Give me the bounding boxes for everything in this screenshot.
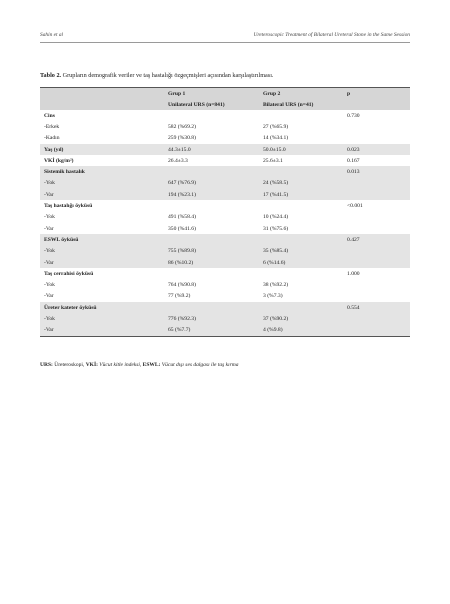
running-header — [40, 30, 410, 43]
header-author: Sahin et al — [40, 32, 64, 38]
row-label-cell: -Yok — [40, 246, 164, 257]
table-row — [40, 144, 410, 155]
p-value-cell — [343, 257, 410, 268]
demographics-table — [40, 87, 410, 337]
table-row — [40, 178, 410, 189]
group-value-cell — [259, 234, 343, 245]
group-value-cell — [164, 110, 259, 121]
row-label-cell: ESWL öyküsü — [40, 234, 164, 245]
row-label-cell: Cins — [40, 110, 164, 121]
table-row — [40, 200, 410, 211]
table-row — [40, 257, 410, 268]
group-value-cell: 50.0±15.0 — [259, 144, 343, 155]
table-row — [40, 189, 410, 200]
group-value-cell: 764 (%90.8) — [164, 279, 259, 290]
p-value-cell — [343, 223, 410, 234]
table-group-header-row — [40, 88, 410, 100]
table-row — [40, 110, 410, 121]
p-value-cell — [343, 313, 410, 324]
group-value-cell — [259, 268, 343, 279]
row-label-cell: VKİ (kg/m²) — [40, 155, 164, 166]
table-row — [40, 212, 410, 223]
p-value-cell — [343, 178, 410, 189]
row-label-cell: -Erkek — [40, 121, 164, 132]
table-caption-text: Grupların demografik veriler ve taş hastalığı özgeçmişleri açısından karşılaştırılması. — [62, 72, 274, 79]
p-value-cell — [343, 325, 410, 337]
row-label-cell: -Var — [40, 257, 164, 268]
group-value-cell: 37 (%90.2) — [259, 313, 343, 324]
p-value-cell — [343, 246, 410, 257]
table-row — [40, 246, 410, 257]
group-value-cell — [164, 234, 259, 245]
group-value-cell — [164, 200, 259, 211]
group-value-cell: 77 (%9.2) — [164, 291, 259, 302]
group-value-cell: 25.6±3.1 — [259, 155, 343, 166]
p-value-cell: 1.000 — [343, 268, 410, 279]
group-value-cell: 44.3±15.0 — [164, 144, 259, 155]
group-value-cell: 86 (%10.2) — [164, 257, 259, 268]
group-value-cell — [259, 200, 343, 211]
group-value-cell: 194 (%23.1) — [164, 189, 259, 200]
footnote-eswl-text: Vücut dışı ses dalgası ile taş kırma — [161, 362, 239, 368]
table-row — [40, 155, 410, 166]
group-value-cell: 4 (%9.8) — [259, 325, 343, 337]
p-value-cell: 0.554 — [343, 302, 410, 313]
table-row — [40, 234, 410, 245]
group-value-cell: 65 (%7.7) — [164, 325, 259, 337]
p-value-cell: <0.001 — [343, 200, 410, 211]
footnote-vki-text: Vücut kitle indeksi, — [99, 362, 142, 368]
group-value-cell: 647 (%76.9) — [164, 178, 259, 189]
row-label-cell: -Var — [40, 189, 164, 200]
row-label-cell: -Yok — [40, 212, 164, 223]
p-value-cell: 0.013 — [343, 166, 410, 177]
p-value-cell: 0.427 — [343, 234, 410, 245]
header-cell — [343, 99, 410, 110]
table-row — [40, 313, 410, 324]
group-value-cell: 27 (%65.9) — [259, 121, 343, 132]
group-value-cell: 3 (%7.3) — [259, 291, 343, 302]
header-title: Ureteroscopic Treatment of Bilateral Ureteral Stone in the Same Session — [253, 32, 410, 38]
header-cell: Unilateral URS (n=841) — [164, 99, 259, 110]
row-label-cell: Taş hastalığı öyküsü — [40, 200, 164, 211]
group-value-cell: 10 (%24.4) — [259, 212, 343, 223]
table-row — [40, 268, 410, 279]
group-value-cell: 6 (%14.6) — [259, 257, 343, 268]
group-value-cell: 582 (%69.2) — [164, 121, 259, 132]
p-value-cell — [343, 212, 410, 223]
header-cell: p — [343, 88, 410, 100]
table-row — [40, 121, 410, 132]
group-value-cell: 755 (%89.8) — [164, 246, 259, 257]
group-value-cell: 491 (%58.4) — [164, 212, 259, 223]
group-value-cell — [259, 302, 343, 313]
p-value-cell — [343, 121, 410, 132]
p-value-cell — [343, 133, 410, 144]
footnote-urs-abbr: URS: — [40, 362, 53, 368]
group-value-cell — [164, 302, 259, 313]
group-value-cell — [259, 166, 343, 177]
row-label-cell: -Var — [40, 325, 164, 337]
table-footnote — [40, 362, 420, 368]
row-label-cell: -Kadın — [40, 133, 164, 144]
group-value-cell: 31 (%75.6) — [259, 223, 343, 234]
row-label-cell: -Var — [40, 291, 164, 302]
group-value-cell: 35 (%85.4) — [259, 246, 343, 257]
p-value-cell — [343, 189, 410, 200]
footnote-urs-text: Üreteroskopi, — [54, 362, 85, 368]
group-value-cell: 26.4±3.3 — [164, 155, 259, 166]
group-value-cell: 24 (%58.5) — [259, 178, 343, 189]
row-label-cell: -Yok — [40, 279, 164, 290]
row-label-cell: Üreter kateter öyküsü — [40, 302, 164, 313]
group-value-cell: 17 (%41.5) — [259, 189, 343, 200]
header-cell: Grup 2 — [259, 88, 343, 100]
header-cell: Bilateral URS (n=41) — [259, 99, 343, 110]
group-value-cell: 14 (%34.1) — [259, 133, 343, 144]
row-label-cell: -Yok — [40, 178, 164, 189]
header-cell — [40, 99, 164, 110]
table-row — [40, 325, 410, 337]
p-value-cell — [343, 279, 410, 290]
table-caption-label: Tablo 2. — [40, 72, 62, 79]
table-sub-header-row — [40, 99, 410, 110]
row-label-cell: Sistemik hastalık — [40, 166, 164, 177]
row-label-cell: -Yok — [40, 313, 164, 324]
row-label-cell: Yaş (yıl) — [40, 144, 164, 155]
footnote-eswl-abbr: ESWL: — [142, 362, 161, 368]
row-label-cell: Taş cerrahisi öyküsü — [40, 268, 164, 279]
header-cell — [40, 88, 164, 100]
p-value-cell: 0.167 — [343, 155, 410, 166]
group-value-cell: 350 (%41.6) — [164, 223, 259, 234]
row-label-cell: -Var — [40, 223, 164, 234]
p-value-cell: 0.023 — [343, 144, 410, 155]
p-value-cell — [343, 291, 410, 302]
group-value-cell: 38 (%92.2) — [259, 279, 343, 290]
group-value-cell: 259 (%30.8) — [164, 133, 259, 144]
group-value-cell — [164, 268, 259, 279]
header-cell: Grup 1 — [164, 88, 259, 100]
group-value-cell — [164, 166, 259, 177]
table-row — [40, 279, 410, 290]
p-value-cell: 0.730 — [343, 110, 410, 121]
table-row — [40, 302, 410, 313]
group-value-cell — [259, 110, 343, 121]
footnote-vki-abbr: VKİ: — [85, 362, 98, 368]
table-caption — [40, 72, 410, 79]
table-row — [40, 291, 410, 302]
table-row — [40, 166, 410, 177]
table-row — [40, 223, 410, 234]
group-value-cell: 776 (%92.3) — [164, 313, 259, 324]
table-row — [40, 133, 410, 144]
